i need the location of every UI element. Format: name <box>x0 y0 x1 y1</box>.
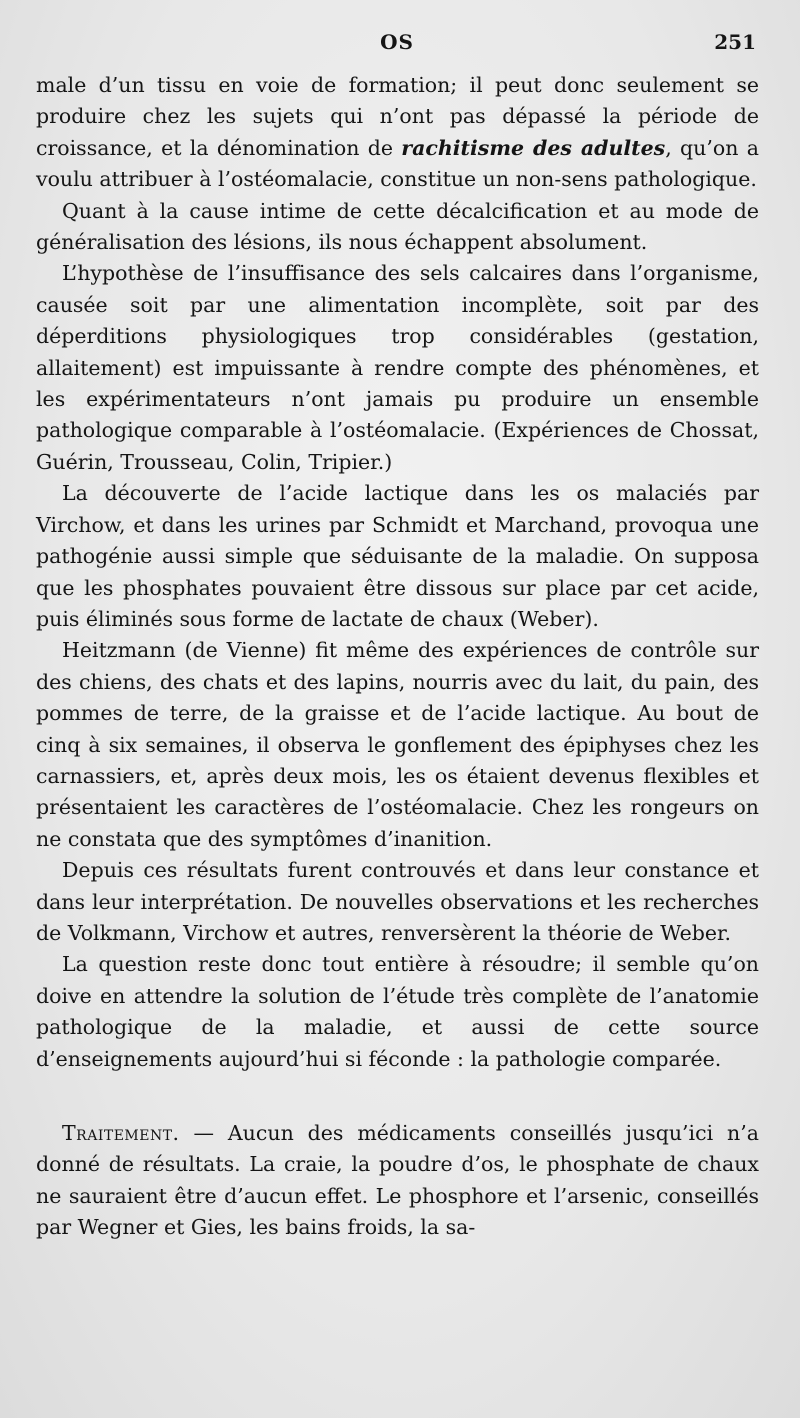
page-header <box>38 30 756 60</box>
section-heading: Traitement. <box>62 1121 180 1145</box>
emphasized-term: rachitisme des adultes <box>401 135 666 160</box>
paragraph-text: , qu’on a voulu attribuer à l’ostéomalacie, constitue un non-sens pathologique. <box>36 135 759 192</box>
paragraph: Heitzmann (de Vienne) fit même des expériences de contrôle sur des chiens, des chats et des lapins, nourris avec du lait, du pain, des pommes de terre, de la graisse et de l’acide lactique. Au bout de cinq à six semaines, il observa le gonflement des épiphyses chez les carnassiers, et, après deux mois, les os étaient devenus flexibles et présentaient les caractères de l’ostéomalacie. Chez les rongeurs on ne constata que des symptômes d’inanition. <box>36 638 759 851</box>
section-dash: — <box>179 1121 228 1145</box>
page-number: 251 <box>714 30 756 54</box>
paragraph: Quant à la cause intime de cette décalcification et au mode de généralisation des lésions, ils nous échappent absolument. <box>36 198 759 255</box>
paragraph: L’hypothèse de l’insuffisance des sels calcaires dans l’organisme, causée soit par une alimentation incomplète, soit par des déperditions physiologiques trop considérables (gestation, allaitement) est impuissante à rendre compte des phénomènes, et les expérimentateurs n’ont jamais pu produire un ensemble pathologique comparable à l’ostéomalacie. (Expériences de Chossat, Guérin, Trousseau, Colin, Tripier.) <box>36 261 759 474</box>
paragraph-continuation <box>36 70 759 196</box>
page-body <box>36 70 759 1244</box>
running-title: OS <box>380 30 414 54</box>
section-text: Aucun des médicaments conseillés jusqu’ici n’a donné de résultats. La craie, la poudre d’os, le phosphate de chaux ne sauraient être d’aucun effet. Le phosphore et l’arsenic, conseillés par Wegner et Gies, les bains froids, la sa- <box>36 1121 759 1240</box>
paragraph-text: male d’un tissu en voie de formation; il peut donc seulement se produire chez les sujets qui n’ont pas dépassé la période de croissance, et la dénomination de <box>36 73 759 160</box>
paragraph: La découverte de l’acide lactique dans les os malaciés par Virchow, et dans les urines par Schmidt et Marchand, provoqua une pathogénie aussi simple que séduisante de la maladie. On supposa que les phosphates pouvaient être dissous sur place par cet acide, puis éliminés sous forme de lactate de chaux (Weber). <box>36 481 759 631</box>
paragraph: La question reste donc tout entière à résoudre; il semble qu’on doive en attendre la solution de l’étude très complète de l’anatomie pathologique de la maladie, et aussi de cette source d’enseignements aujourd’hui si féconde : la pathologie comparée. <box>36 952 759 1071</box>
section-paragraph <box>36 1118 759 1244</box>
paragraph: Depuis ces résultats furent controuvés et dans leur constance et dans leur interprétation. De nouvelles observations et les recherches de Volkmann, Virchow et autres, renversèrent la théorie de Weber. <box>36 858 759 945</box>
